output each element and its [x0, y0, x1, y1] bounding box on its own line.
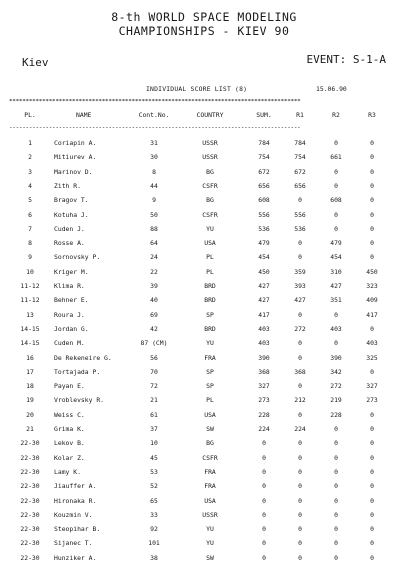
table-row [0, 380, 408, 392]
cell-sum: 0 [262, 439, 266, 448]
cell-country: USA [204, 410, 216, 419]
table-row [0, 480, 408, 492]
cell-round-2: 0 [334, 539, 338, 548]
table-row [0, 180, 408, 192]
cell-sum: 479 [258, 239, 270, 248]
cell-name: Behner E. [54, 296, 89, 305]
cell-name: Klima R. [54, 282, 85, 290]
column-header-sum: SUM. [256, 111, 272, 119]
cell-contest-number: 87 (CM) [140, 339, 168, 348]
cell-sum: 608 [258, 196, 270, 205]
cell-country: YU [206, 224, 214, 233]
cell-place: 14-15 [20, 324, 40, 333]
cell-sum: 656 [258, 181, 270, 190]
cell-place: 2 [28, 153, 32, 162]
cell-round-1: 0 [298, 410, 302, 419]
cell-place: 8 [28, 239, 32, 248]
cell-name: Lekov B. [54, 439, 85, 448]
table-row [0, 294, 408, 306]
cell-place: 20 [26, 410, 34, 419]
cell-place: 10 [26, 267, 34, 276]
cell-country: SP [206, 367, 214, 376]
cell-round-3: 0 [370, 553, 374, 562]
cell-country: CSFR [202, 210, 218, 219]
table-row [0, 323, 408, 335]
cell-round-1: 536 [294, 224, 306, 233]
cell-round-2: 0 [334, 553, 338, 562]
cell-country: FRA [204, 482, 216, 491]
table-row [0, 423, 408, 435]
cell-name: Hironaka R. [54, 496, 97, 505]
table-row [0, 166, 408, 178]
cell-contest-number: 45 [150, 453, 158, 462]
table-row [0, 309, 408, 321]
cell-sum: 427 [258, 296, 270, 305]
cell-contest-number: 40 [150, 296, 158, 305]
cell-round-1: 0 [298, 453, 302, 462]
cell-name: Cuden M. [54, 339, 85, 348]
cell-round-3: 0 [370, 482, 374, 491]
cell-name: Kolar Z. [54, 453, 85, 462]
cell-country: BRD [204, 282, 216, 290]
cell-country: SW [206, 425, 214, 433]
cell-place: 22-30 [20, 439, 40, 448]
cell-place: 19 [26, 396, 34, 405]
cell-round-1: 672 [294, 167, 306, 176]
cell-round-3: 0 [370, 453, 374, 462]
cell-contest-number: 64 [150, 239, 158, 248]
cell-country: USA [204, 496, 216, 505]
cell-contest-number: 9 [152, 196, 156, 205]
cell-round-2: 0 [334, 167, 338, 176]
cell-round-2: 0 [334, 467, 338, 476]
cell-country: USSR [202, 153, 218, 162]
cell-round-3: 0 [370, 181, 374, 190]
cell-round-3: 0 [370, 153, 374, 162]
cell-name: Rosse A. [54, 239, 85, 248]
cell-place: 21 [26, 425, 34, 433]
cell-country: BG [206, 196, 214, 205]
cell-place: 13 [26, 310, 34, 319]
column-header-country: COUNTRY [196, 111, 224, 119]
cell-country: BRD [204, 296, 216, 305]
cell-country: BRD [204, 324, 216, 333]
cell-round-2: 0 [334, 525, 338, 534]
cell-round-3: 417 [366, 310, 378, 319]
cell-contest-number: 52 [150, 482, 158, 491]
cell-round-3: 0 [370, 324, 374, 333]
cell-round-3: 0 [370, 253, 374, 262]
cell-place: 6 [28, 210, 32, 219]
cell-place: 11-12 [20, 296, 40, 305]
cell-round-2: 0 [334, 496, 338, 505]
cell-sum: 0 [262, 539, 266, 548]
cell-sum: 0 [262, 482, 266, 491]
cell-round-3: 0 [370, 239, 374, 248]
cell-sum: 403 [258, 324, 270, 333]
cell-contest-number: 44 [150, 181, 158, 190]
cell-place: 5 [28, 196, 32, 205]
cell-contest-number: 69 [150, 310, 158, 319]
cell-round-2: 0 [334, 224, 338, 233]
cell-place: 9 [28, 253, 32, 262]
cell-round-1: 0 [298, 510, 302, 519]
cell-country: BG [206, 167, 214, 176]
cell-contest-number: 72 [150, 382, 158, 391]
cell-round-2: 403 [330, 324, 342, 333]
separator-header: ---------------------------------------------------------------------------------------- [9, 125, 301, 131]
cell-sum: 0 [262, 525, 266, 534]
cell-name: Weiss C. [54, 410, 85, 419]
cell-name: Kotuha J. [54, 210, 89, 219]
cell-country: FRA [204, 353, 216, 362]
cell-round-2: 0 [334, 425, 338, 433]
cell-place: 22-30 [20, 553, 40, 562]
table-row [0, 394, 408, 406]
cell-place: 3 [28, 167, 32, 176]
column-header-contest-number: Cont.No. [138, 111, 170, 119]
cell-round-2: 427 [330, 282, 342, 290]
table-row [0, 223, 408, 235]
cell-round-2: 661 [330, 153, 342, 162]
cell-sum: 403 [258, 339, 270, 348]
cell-round-1: 427 [294, 296, 306, 305]
cell-sum: 672 [258, 167, 270, 176]
cell-contest-number: 21 [150, 396, 158, 405]
column-header-round-3: R3 [368, 111, 376, 119]
cell-name: Grima K. [54, 425, 85, 433]
cell-round-1: 0 [298, 382, 302, 391]
cell-round-1: 0 [298, 253, 302, 262]
cell-round-2: 0 [334, 439, 338, 448]
cell-round-2: 228 [330, 410, 342, 419]
cell-country: CSFR [202, 181, 218, 190]
cell-sum: 0 [262, 510, 266, 519]
cell-country: SP [206, 382, 214, 391]
championship-title-line-1: 8-th WORLD SPACE MODELING [111, 10, 297, 24]
cell-round-3: 0 [370, 510, 374, 519]
cell-contest-number: 38 [150, 553, 158, 562]
cell-contest-number: 39 [150, 282, 158, 290]
cell-country: USA [204, 239, 216, 248]
cell-contest-number: 24 [150, 253, 158, 262]
table-row [0, 251, 408, 263]
table-row [0, 509, 408, 521]
table-row [0, 137, 408, 149]
cell-round-3: 0 [370, 496, 374, 505]
cell-country: USSR [202, 510, 218, 519]
cell-round-1: 0 [298, 239, 302, 248]
cell-place: 22-30 [20, 496, 40, 505]
cell-sum: 228 [258, 410, 270, 419]
cell-sum: 450 [258, 267, 270, 276]
cell-name: Tortajada P. [54, 367, 101, 376]
cell-name: Mitiurev A. [54, 153, 97, 162]
cell-place: 16 [26, 353, 34, 362]
column-header-round-1: R1 [296, 111, 304, 119]
cell-round-2: 0 [334, 510, 338, 519]
cell-country: BG [206, 439, 214, 448]
table-row [0, 523, 408, 535]
cell-name: Cuden J. [54, 224, 85, 233]
cell-round-3: 0 [370, 139, 374, 147]
cell-place: 4 [28, 181, 32, 190]
table-row [0, 194, 408, 206]
cell-round-3: 403 [366, 339, 378, 348]
cell-round-1: 0 [298, 339, 302, 348]
cell-sum: 417 [258, 310, 270, 319]
table-row [0, 437, 408, 449]
cell-contest-number: 42 [150, 324, 158, 333]
cell-round-1: 272 [294, 324, 306, 333]
cell-name: Zith R. [54, 181, 81, 190]
cell-sum: 0 [262, 467, 266, 476]
cell-name: Payan E. [54, 382, 85, 391]
cell-contest-number: 22 [150, 267, 158, 276]
cell-contest-number: 50 [150, 210, 158, 219]
cell-contest-number: 33 [150, 510, 158, 519]
cell-round-2: 608 [330, 196, 342, 205]
cell-sum: 273 [258, 396, 270, 405]
table-row [0, 552, 408, 564]
cell-round-3: 0 [370, 196, 374, 205]
column-header-place: PL. [24, 111, 36, 119]
cell-contest-number: 61 [150, 410, 158, 419]
cell-round-1: 359 [294, 267, 306, 276]
cell-round-2: 479 [330, 239, 342, 248]
cell-round-1: 784 [294, 139, 306, 147]
cell-place: 22-30 [20, 525, 40, 534]
cell-round-3: 0 [370, 425, 374, 433]
score-list-date: 15.06.90 [316, 85, 347, 93]
cell-name: Kouzmin V. [54, 510, 93, 519]
cell-country: FRA [204, 467, 216, 476]
cell-place: 22-30 [20, 453, 40, 462]
cell-country: PL [206, 267, 214, 276]
cell-round-3: 0 [370, 210, 374, 219]
cell-contest-number: 56 [150, 353, 158, 362]
cell-round-3: 0 [370, 439, 374, 448]
cell-contest-number: 70 [150, 367, 158, 376]
table-row [0, 495, 408, 507]
cell-name: Sijanec T. [54, 539, 93, 548]
location-label: Kiev [22, 56, 49, 69]
cell-sum: 784 [258, 139, 270, 147]
cell-country: SP [206, 310, 214, 319]
cell-country: USSR [202, 139, 218, 147]
cell-country: PL [206, 253, 214, 262]
cell-name: Coriapin A. [54, 139, 97, 147]
cell-round-1: 0 [298, 496, 302, 505]
table-row [0, 237, 408, 249]
cell-round-2: 0 [334, 181, 338, 190]
cell-sum: 536 [258, 224, 270, 233]
cell-sum: 556 [258, 210, 270, 219]
table-row [0, 452, 408, 464]
cell-round-1: 0 [298, 539, 302, 548]
cell-place: 22-30 [20, 482, 40, 491]
cell-round-2: 454 [330, 253, 342, 262]
cell-country: PL [206, 396, 214, 405]
cell-country: SW [206, 553, 214, 562]
cell-country: CSFR [202, 453, 218, 462]
cell-round-3: 0 [370, 525, 374, 534]
table-row [0, 209, 408, 221]
cell-place: 11-12 [20, 282, 40, 290]
cell-round-3: 0 [370, 224, 374, 233]
cell-round-2: 310 [330, 267, 342, 276]
cell-round-1: 0 [298, 310, 302, 319]
cell-name: De Rekeneire G. [54, 353, 112, 362]
cell-place: 18 [26, 382, 34, 391]
cell-round-1: 224 [294, 425, 306, 433]
cell-country: YU [206, 539, 214, 548]
cell-round-1: 656 [294, 181, 306, 190]
cell-contest-number: 53 [150, 467, 158, 476]
cell-round-3: 0 [370, 539, 374, 548]
championship-title-line-2: CHAMPIONSHIPS - KIEV 90 [118, 24, 290, 38]
cell-round-3: 0 [370, 167, 374, 176]
table-row [0, 266, 408, 278]
cell-place: 22-30 [20, 510, 40, 519]
cell-round-3: 409 [366, 296, 378, 305]
cell-contest-number: 65 [150, 496, 158, 505]
cell-round-3: 450 [366, 267, 378, 276]
cell-contest-number: 101 [148, 539, 160, 548]
table-header [0, 109, 408, 121]
cell-round-3: 327 [366, 382, 378, 391]
cell-round-3: 0 [370, 367, 374, 376]
cell-name: Vroblevsky R. [54, 396, 105, 405]
cell-sum: 368 [258, 367, 270, 376]
cell-name: Hunziker A. [54, 553, 97, 562]
score-list-title: INDIVIDUAL SCORE LIST (8) [146, 85, 248, 93]
cell-sum: 327 [258, 382, 270, 391]
cell-round-3: 0 [370, 467, 374, 476]
cell-name: Lamy K. [54, 467, 81, 476]
cell-place: 22-30 [20, 539, 40, 548]
cell-name: Kriger M. [54, 267, 89, 276]
cell-place: 1 [28, 139, 32, 147]
cell-sum: 390 [258, 353, 270, 362]
cell-name: Sornovsky P. [54, 253, 101, 262]
cell-round-2: 0 [334, 339, 338, 348]
cell-round-3: 325 [366, 353, 378, 362]
cell-sum: 224 [258, 425, 270, 433]
cell-place: 22-30 [20, 467, 40, 476]
cell-round-1: 0 [298, 525, 302, 534]
table-row [0, 366, 408, 378]
table-row [0, 151, 408, 163]
column-header-round-2: R2 [332, 111, 340, 119]
cell-contest-number: 92 [150, 525, 158, 534]
table-row [0, 352, 408, 364]
separator-top: **************************************************************************************** [9, 99, 301, 105]
cell-round-3: 323 [366, 282, 378, 290]
cell-place: 7 [28, 224, 32, 233]
cell-round-1: 0 [298, 482, 302, 491]
cell-round-1: 754 [294, 153, 306, 162]
cell-round-1: 368 [294, 367, 306, 376]
cell-contest-number: 88 [150, 224, 158, 233]
cell-round-1: 0 [298, 553, 302, 562]
cell-sum: 0 [262, 496, 266, 505]
cell-name: Roura J. [54, 310, 85, 319]
cell-place: 17 [26, 367, 34, 376]
cell-round-2: 0 [334, 453, 338, 462]
cell-round-3: 0 [370, 410, 374, 419]
cell-round-2: 272 [330, 382, 342, 391]
cell-round-1: 393 [294, 282, 306, 290]
cell-round-2: 351 [330, 296, 342, 305]
cell-round-2: 0 [334, 210, 338, 219]
cell-round-3: 273 [366, 396, 378, 405]
cell-round-1: 212 [294, 396, 306, 405]
cell-contest-number: 31 [150, 139, 158, 147]
cell-contest-number: 37 [150, 425, 158, 433]
cell-country: YU [206, 525, 214, 534]
cell-country: YU [206, 339, 214, 348]
cell-round-1: 0 [298, 467, 302, 476]
cell-round-1: 0 [298, 353, 302, 362]
cell-name: Steopihar B. [54, 525, 101, 534]
cell-round-1: 0 [298, 439, 302, 448]
cell-sum: 427 [258, 282, 270, 290]
table-row [0, 409, 408, 421]
cell-name: Bragov T. [54, 196, 89, 205]
cell-sum: 754 [258, 153, 270, 162]
cell-round-1: 0 [298, 196, 302, 205]
cell-name: Jordan G. [54, 324, 89, 333]
cell-name: Marinov D. [54, 167, 93, 176]
event-label: EVENT: S-1-A [306, 53, 386, 66]
cell-contest-number: 10 [150, 439, 158, 448]
cell-sum: 0 [262, 453, 266, 462]
cell-contest-number: 8 [152, 167, 156, 176]
cell-round-2: 0 [334, 139, 338, 147]
cell-place: 14-15 [20, 339, 40, 348]
column-header-name: NAME [76, 111, 92, 119]
table-row [0, 280, 408, 292]
cell-round-2: 0 [334, 482, 338, 491]
cell-round-2: 342 [330, 367, 342, 376]
cell-round-1: 556 [294, 210, 306, 219]
cell-sum: 0 [262, 553, 266, 562]
table-row [0, 337, 408, 349]
cell-round-2: 390 [330, 353, 342, 362]
table-row [0, 466, 408, 478]
cell-round-2: 219 [330, 396, 342, 405]
table-row [0, 537, 408, 549]
cell-contest-number: 30 [150, 153, 158, 162]
cell-round-2: 0 [334, 310, 338, 319]
cell-sum: 454 [258, 253, 270, 262]
cell-name: Jiauffer A. [54, 482, 97, 491]
